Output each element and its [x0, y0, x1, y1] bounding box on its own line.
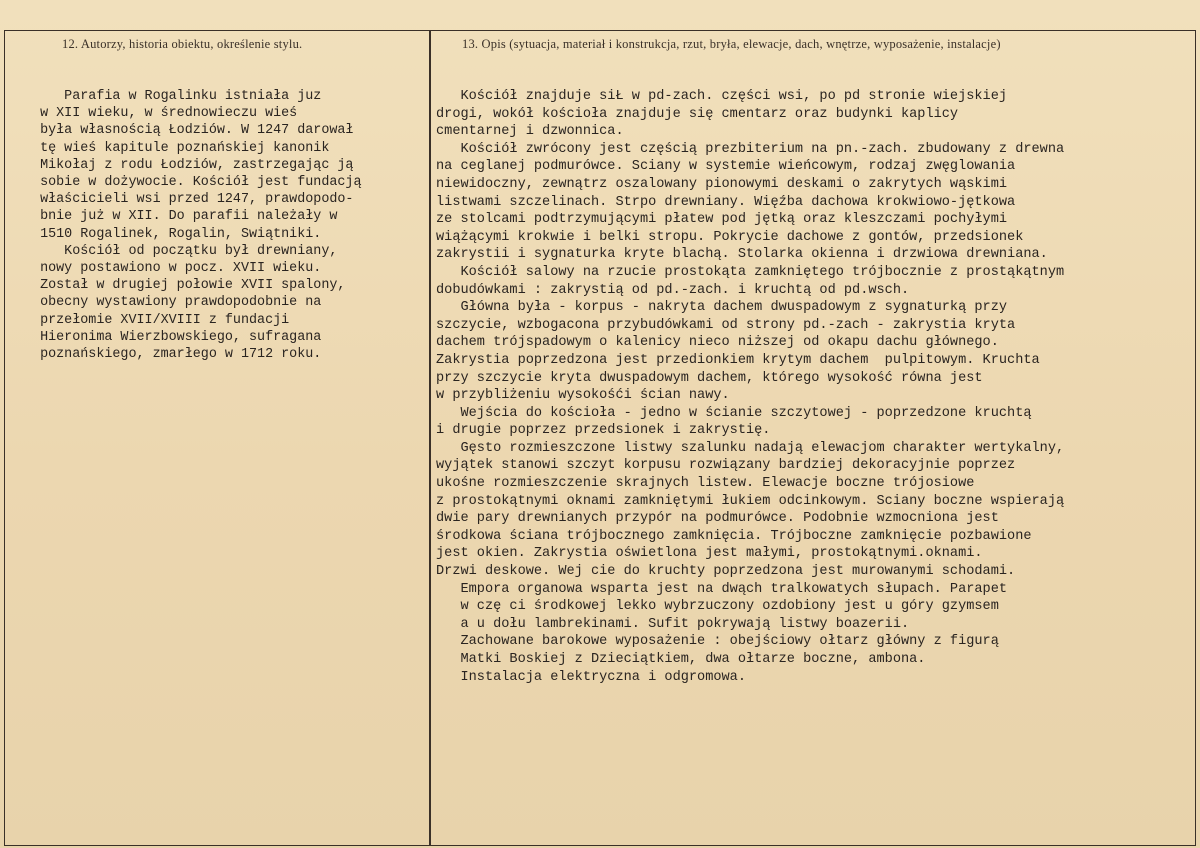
history-line: Mikołaj z rodu Łodziów, zastrzegając ją [24, 157, 354, 173]
description-line: Główna była - korpus - nakryta dachem dwuspadowym z sygnaturką przy [436, 300, 1008, 316]
history-line: sobie w dożywocie. Kościół jest fundacją [24, 175, 362, 191]
description-line: Wejścia do kościoła - jedno w ścianie szczytowej - poprzedzone kruchtą [436, 405, 1032, 421]
history-line: Kościół od początku był drewniany, [24, 243, 338, 259]
section-13-heading: 13. Opis (sytuacja, materiał i konstrukcja, rzut, bryła, elewacje, dach, wnętrze, wyposażenie, instalacje) [462, 37, 1001, 51]
history-line: poznańskiego, zmarłego w 1712 roku. [24, 347, 322, 363]
description-line: Zakrystia poprzedzona jest przedionkiem krytym dachem pulpitowym. Kruchta [436, 352, 1040, 368]
description-line: wyjątek stanowi szczyt korpusu rozwiązany bardziej dekoracyjnie poprzez [436, 458, 1016, 474]
description-line: w czę ci środkowej lekko wybrzuczony ozdobiony jest u góry gzymsem [436, 599, 999, 615]
description-line: cmentarnej i dzwonnica. [436, 124, 624, 140]
section-12-heading: 12. Autorzy, historia obiektu, określenie stylu. [62, 37, 303, 51]
description-line: dobudówkami : zakrystią od pd.-zach. i kruchtą od pd.wsch. [436, 282, 910, 298]
description-line: Matki Boskiej z Dzieciątkiem, dwa ołtarze boczne, ambona. [436, 652, 926, 667]
description-text [436, 88, 1196, 686]
description-line: Kościół znajduje siŁ w pd-zach. części wsi, po pd stronie wiejskiej [436, 89, 1008, 104]
description-line: w przybliżeniu wysokośći ścian nawy. [436, 388, 730, 404]
description-line: Drzwi deskowe. Wej cie do kruchty poprzedzona jest murowanymi schodami. [436, 564, 1016, 580]
description-line: zakrystii i sygnaturka kryte blachą. Stolarka okienna i drzwiowa drewniana. [436, 247, 1048, 263]
history-line: bnie już w XII. Do parafii należały w [24, 209, 338, 225]
history-line: była własnością Łodziów. W 1247 darował [24, 123, 354, 139]
description-line: listwami szczelinach. Strpo drewniany. Więźba dachowa krokwiowo-jętkowa [436, 194, 1016, 210]
history-line: 1510 Rogalinek, Rogalin, Swiątniki. [24, 226, 322, 242]
history-line: nowy postawiono w pocz. XVII wieku. [24, 261, 322, 277]
history-line: obecny wystawiony prawdopodobnie na [24, 295, 322, 311]
description-line: Empora organowa wsparta jest na dwąch tralkowatych słupach. Parapet [436, 581, 1008, 597]
history-text [24, 88, 424, 363]
history-line: Hieronima Wierzbowskiego, sufragana [24, 329, 322, 345]
description-line: drogi, wokół kościoła znajduje się cmentarz oraz budynki kaplicy [436, 106, 959, 122]
description-line: Zachowane barokowe wyposażenie : obejściowy ołtarz główny z figurą [436, 634, 999, 650]
history-line: Został w drugiej połowie XVII spalony, [24, 278, 346, 294]
column-divider [429, 30, 431, 846]
description-line: z prostokątnymi oknami zamkniętymi łukiem odcinkowym. Sciany boczne wspierają [436, 493, 1065, 509]
description-line: Kościół zwrócony jest częścią prezbiterium na pn.-zach. zbudowany z drewna [436, 141, 1065, 157]
description-line: jest okien. Zakrystia oświetlona jest małymi, prostokątnymi.oknami. [436, 546, 983, 562]
description-line: szczycie, wzbogacona przybudówkami od strony pd.-zach - zakrystia kryta [436, 317, 1016, 333]
history-line: przełomie XVII/XVIII z fundacji [24, 312, 290, 328]
description-line: Gęsto rozmieszczone listwy szalunku nadają elewacjom charakter wertykalny, [436, 440, 1065, 456]
history-line: Parafia w Rogalinku istniała juz [24, 89, 322, 104]
description-line: wiążącymi krokwie i belki stropu. Pokrycie dachowe z gontów, przedsionek [436, 229, 1024, 245]
description-line: niewidoczny, zewnątrz oszalowany pionowymi deskami o zakrytych wąskimi [436, 176, 1008, 192]
description-line: środkowa ściana trójbocznego zamknięcia. Trójboczne zamknięcie pozbawione [436, 528, 1032, 544]
description-line: ze stolcami podtrzymującymi płatew pod jętką oraz kleszczami pochyłymi [436, 212, 1008, 228]
history-line: właścicieli wsi przed 1247, prawdopodo- [24, 192, 354, 208]
description-line: na ceglanej podmurówce. Sciany w systemie wieńcowym, rodzaj zwęglowania [436, 159, 1016, 175]
description-line: dwie pary drewnianych przypór na podmurówce. Podobnie wzmocniona jest [436, 511, 999, 527]
description-line: i drugie poprzez przedsionek i zakrystię. [436, 423, 771, 439]
description-line: przy szczycie kryta dwuspadowym dachem, którego wysokość równa jest [436, 370, 983, 386]
description-line: Kościół salowy na rzucie prostokąta zamkniętego trójbocznie z prostąkątnym [436, 264, 1065, 280]
description-line: dachem trójspadowym o kalenicy nieco niższej od okapu dachu głównego. [436, 335, 999, 351]
description-line: ukośne rozmieszczenie skrajnych listew. Elewacje boczne trójosiowe [436, 476, 975, 492]
history-line: tę wieś kapitule poznańskiej kanonik [24, 140, 330, 156]
description-line: a u dołu lambrekinami. Sufit pokrywają listwy boazerii. [436, 616, 910, 632]
history-line: w XII wieku, w średnowieczu wieś [24, 106, 298, 122]
description-line: Instalacja elektryczna i odgromowa. [436, 669, 746, 685]
